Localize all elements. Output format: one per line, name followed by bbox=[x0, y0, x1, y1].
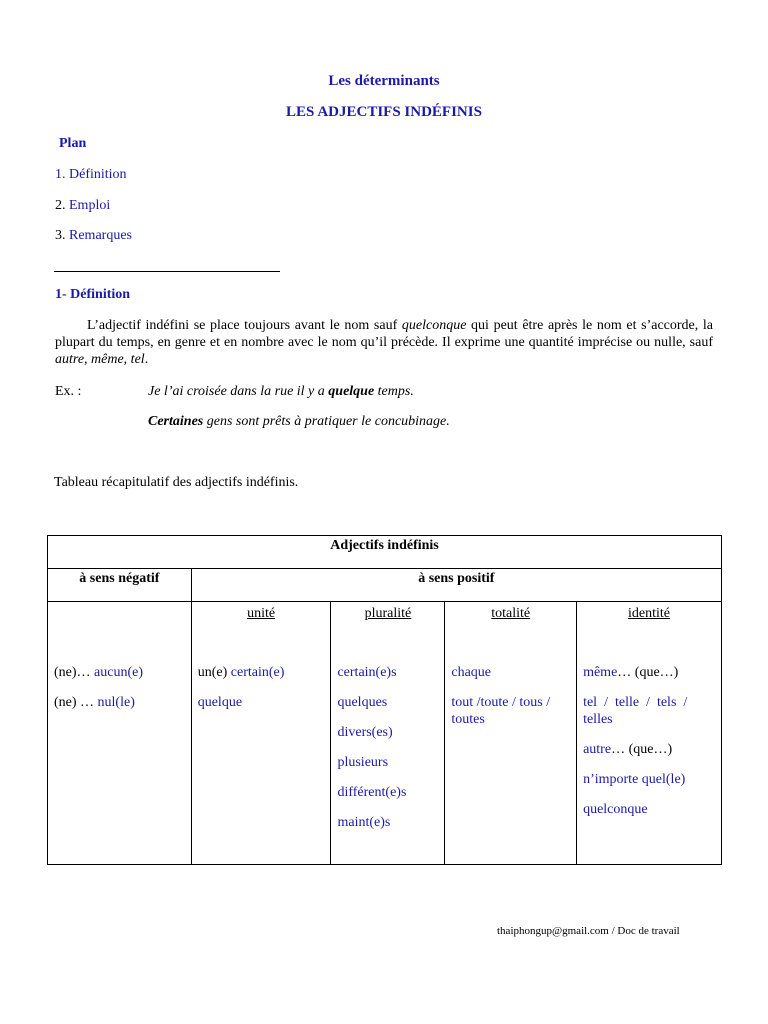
column-head-pluralite: pluralité bbox=[364, 606, 412, 621]
list-item bbox=[583, 664, 715, 681]
item-rest: … (que…) bbox=[611, 742, 673, 757]
item-prefix: (ne)… bbox=[54, 665, 95, 680]
item-word: même bbox=[583, 665, 618, 680]
plan-item-label: Définition bbox=[69, 167, 127, 182]
plan-item-label: Remarques bbox=[69, 228, 132, 243]
example-text: temps. bbox=[374, 384, 414, 399]
plan-label: Plan bbox=[59, 136, 87, 151]
column-head-unite: unité bbox=[247, 606, 276, 621]
separator-line bbox=[54, 271, 280, 272]
para-text: qui peut être après le nom et s’accorde, la plupart du temps, en genre et en nombre avec le nom qu’il précède. Il exprime une quantité imprécise ou nulle, sauf bbox=[55, 318, 713, 350]
plan-item-remarques bbox=[55, 228, 132, 244]
example-2 bbox=[148, 414, 450, 430]
column-totalite bbox=[445, 602, 577, 865]
list-item: divers(es) bbox=[337, 725, 393, 740]
list-item bbox=[583, 694, 715, 728]
indefinite-adjectives-table bbox=[47, 535, 722, 865]
para-emphasis: autre, même, tel bbox=[55, 352, 145, 367]
header-positive: à sens positif bbox=[191, 569, 721, 602]
list-item: maint(e)s bbox=[337, 815, 391, 830]
list-item bbox=[198, 664, 325, 681]
column-pluralite bbox=[331, 602, 445, 865]
item-line: tel / telle / tels / bbox=[583, 695, 688, 710]
list-item bbox=[583, 741, 715, 758]
list-item: chaque bbox=[451, 665, 492, 680]
list-item: plusieurs bbox=[337, 755, 389, 770]
section-heading-definition: 1- Définition bbox=[55, 287, 131, 302]
definition-paragraph bbox=[55, 317, 713, 368]
item-word: aucun(e) bbox=[94, 665, 144, 680]
document-title: Les déterminants bbox=[328, 73, 440, 89]
column-head-identite: identité bbox=[628, 606, 671, 621]
header-negative: à sens négatif bbox=[48, 569, 192, 602]
column-identite bbox=[577, 602, 722, 865]
para-emphasis: quelconque bbox=[401, 318, 467, 333]
list-item: différent(e)s bbox=[337, 785, 407, 800]
example-label: Ex. : bbox=[55, 384, 82, 399]
list-item bbox=[54, 694, 185, 711]
item-word: nul(le) bbox=[97, 695, 135, 710]
item-line: telles bbox=[583, 712, 613, 727]
list-item: quelque bbox=[197, 695, 243, 710]
item-prefix: un(e) bbox=[197, 665, 231, 680]
para-text: L’adjectif indéfini se place toujours avant le nom sauf bbox=[87, 318, 402, 333]
column-head-totalite: totalité bbox=[491, 606, 531, 621]
column-negative bbox=[48, 602, 192, 865]
column-unite bbox=[191, 602, 331, 865]
item-word: certain(e) bbox=[230, 665, 285, 680]
document-subtitle: LES ADJECTIFS INDÉFINIS bbox=[286, 104, 482, 120]
list-item: n’importe quel(le) bbox=[583, 772, 686, 787]
example-text: gens sont prêts à pratiquer le concubinage. bbox=[203, 414, 450, 429]
example-text: Je l’ai croisée dans la rue il y a bbox=[148, 384, 329, 399]
footer-note: thaiphongup@gmail.com / Doc de travail bbox=[497, 925, 680, 937]
plan-item-label: Emploi bbox=[69, 198, 111, 213]
list-item: certain(e)s bbox=[337, 665, 397, 680]
recap-caption: Tableau récapitulatif des adjectifs indéfinis. bbox=[54, 475, 299, 490]
item-rest: … (que…) bbox=[617, 665, 679, 680]
list-item: quelques bbox=[337, 695, 388, 710]
plan-item-number: 3. bbox=[55, 228, 66, 243]
plan-item-number: 2. bbox=[55, 198, 66, 213]
column-head-empty bbox=[54, 602, 185, 646]
item-line: tout /toute / tous / bbox=[451, 695, 551, 710]
item-prefix: (ne) … bbox=[54, 695, 98, 710]
plan-item-definition bbox=[55, 167, 127, 183]
table-title: Adjectifs indéfinis bbox=[48, 536, 722, 569]
plan-item-emploi bbox=[55, 198, 110, 214]
example-bold: Certaines bbox=[148, 414, 204, 429]
example-bold: quelque bbox=[328, 384, 375, 399]
list-item bbox=[54, 664, 185, 681]
plan-item-number: 1. bbox=[55, 167, 66, 182]
item-word: autre bbox=[583, 742, 612, 757]
item-line: toutes bbox=[451, 712, 485, 727]
example-1 bbox=[148, 384, 414, 400]
list-item: quelconque bbox=[583, 802, 648, 817]
para-text: . bbox=[144, 352, 149, 367]
list-item bbox=[451, 694, 570, 728]
